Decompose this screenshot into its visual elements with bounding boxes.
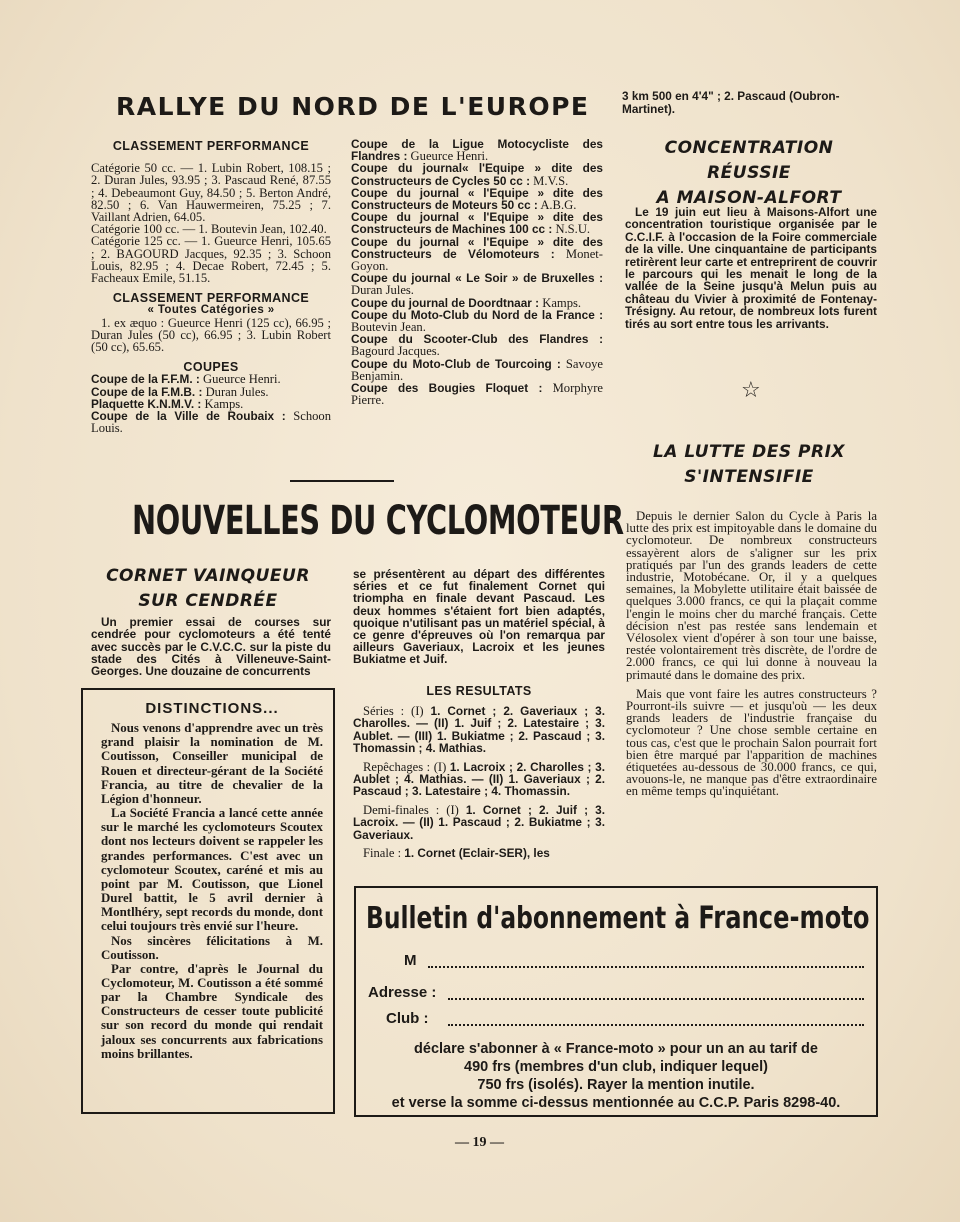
address-input-line[interactable] [448, 998, 864, 1000]
resultats-finale: Finale : 1. Cornet (Eclair-SER), les [363, 846, 550, 861]
resultats-series: Séries : (I) 1. Cornet ; 2. Gaveriaux ; 3. Charolles. — (II) 1. Juif ; 2. Latestaire ; 3. Aublet. — (III) 1. Bukiatme ; 2. Pascaud ; 3. Thomassin ; 4. Mathias. [353, 704, 606, 756]
lutte-des-prix-text: Depuis le dernier Salon du Cycle à Paris la lutte des prix est impitoyable dans le domaine du cyclomoteur. De nombreux constructeurs essayèrent alors de s'aligner sur les prix pratiqués par l'un des grands leaders de cette industrie, Motobécane. Or, il y a quelques semaines, la Mobylette utilitaire était baissée de quelques 3.000 francs, ce qui la plaçait comme l'engin le moins cher du marché français. Cette décision n'est pas restée sans lendemain et Vélosolex vient d'opérer à son tour une baisse, restée volontairement très discrète, de l'ordre de 2.000 francs, ce qui lui donne à nouveau la primauté dans le domaine des prix. Mais que vont faire les autres constructeurs ? Pourront-ils suivre — et jusqu'où — les deux grands leaders de l'industrie française du cyclomoteur ? Une chose semble certaine en tous cas, c'est que le prochain Salon pourrait fort bien être marqué par l'apparition de machines étiquetées au-dessous de 30.000 francs, ce qui, avouons-le, ne manque pas d'être extraordinaire en même temps qu'inquiétant. [626, 509, 877, 799]
coupe-item: Coupe du journal « l'Equipe » dite des Constructeurs de Vélomoteurs : Monet-Goyon. [351, 234, 603, 274]
coupe-item: Coupe de la Ville de Roubaix : Schoon Louis. [91, 409, 332, 436]
coupes-heading: COUPES [183, 360, 239, 375]
resultats-heading: LES RESULTATS [426, 684, 532, 698]
previous-article-continuation: 3 km 500 en 4'4" ; 2. Pascaud (Oubron-Martinet). [622, 89, 840, 116]
name-input-line[interactable] [428, 966, 864, 968]
subscription-form [354, 886, 878, 1117]
concentration-heading: CONCENTRATION RÉUSSIE A MAISON-ALFORT [656, 138, 842, 208]
distinctions-paragraph: La Société Francia a lancé cette année sur le marché les cyclomoteurs Scoutex dont nos lecteurs doivent se rappeler les grandes performances. C'est avec un cyclomoteur Scoutex, caréné et mis au point par M. Coutisson, que Lionel Durel battit, le 5 avril dernier à Montlhéry, sept records du monde, dont celui toujours très envié sur l'heure. [101, 806, 323, 934]
distinctions-heading: DISTINCTIONS... [145, 700, 279, 717]
categorie-125cc: Catégorie 125 cc. — 1. Gueurce Henri, 105.65 ; 2. BAGOURD Jacques, 92.35 ; 3. Schoon Louis, 82.95 ; 4. Decae Robert, 72.45 ; 5. Facheaux Emile, 51.15. [91, 234, 331, 286]
page-number: — 19 — [455, 1135, 504, 1150]
distinctions-paragraph: Par contre, d'après le Journal du Cyclomoteur, M. Coutisson a été sommé par la Chambre Syndicale des Constructeurs de cesser toute publicité sur son record du monde qui rendait jaloux ses concurrents aux fabrications moins brillantes. [101, 961, 323, 1061]
coupe-item: Coupe du journal de Doordtnaar : Kamps. [351, 295, 582, 310]
coupes-left-list [91, 373, 331, 434]
coupe-item: Coupe du Moto-Club du Nord de la France : Boutevin Jean. [351, 307, 603, 335]
coupe-item: Plaquette K.N.M.V. : Kamps. [91, 396, 244, 411]
toutes-categories-subheading: « Toutes Catégories » [147, 304, 275, 317]
coupe-item: Coupe du journal « Le Soir » de Bruxelles : Duran Jules. [351, 271, 603, 298]
cyclomoteur-section-title: NOUVELLES DU CYCLOMOTEUR [132, 498, 624, 544]
coupe-item: Coupe du journal« l'Equipe » dite des Constructeurs de Cycles 50 cc : M.V.S. [351, 161, 603, 188]
section-divider [290, 480, 394, 482]
subscription-terms-line: 750 frs (isolés). Rayer la mention inutile. [477, 1077, 755, 1093]
rallye-left-column [91, 140, 331, 434]
resultats-repechages: Repêchages : (I) 1. Lacroix ; 2. Charolles ; 3. Aublet ; 4. Mathias. — (II) 1. Gaveriaux ; 2. Pascaud ; 3. Latestaire ; 4. Thomassin. [353, 759, 605, 799]
coupe-item: Coupe de la F.F.M. : Gueurce Henri. [91, 372, 281, 387]
coupe-item: Coupe de la F.M.B. : Duran Jules. [91, 384, 269, 399]
subscription-terms-line: et verse la somme ci-dessus mentionnée au C.C.P. Paris 8298-40. [391, 1095, 841, 1111]
cornet-heading: CORNET VAINQUEUR SUR CENDRÉE [106, 566, 310, 611]
toutes-categories-results: 1. ex æquo : Gueurce Henri (125 cc), 66.95 ; Duran Jules (50 cc), 66.95 ; 3. Lubin Robert (50 cc), 65.65. [91, 315, 331, 355]
classement-performance-heading: CLASSEMENT PERFORMANCE [112, 139, 310, 153]
star-ornament-icon: ☆ [741, 378, 761, 403]
field-label-m: M [404, 952, 417, 969]
categorie-100cc: Catégorie 100 cc. — 1. Boutevin Jean, 102.40. [91, 222, 327, 237]
field-label-adresse: Adresse : [368, 984, 437, 1001]
resultats-demi-finales: Demi-finales : (I) 1. Cornet ; 2. Juif ; 3. Lacroix. — (II) 1. Pascaud ; 2. Bukiatme ; 3. Gaveriaux. [353, 802, 605, 842]
coupe-item: Coupe de la Ligue Motocycliste des Flandres : Gueurce Henri. [351, 137, 603, 164]
lutte-des-prix-heading: LA LUTTE DES PRIX S'INTENSIFIE [652, 442, 846, 487]
rallye-title: RALLYE DU NORD DE L'EUROPE [116, 92, 590, 121]
classement-toutes-heading: CLASSEMENT PERFORMANCE [112, 291, 310, 306]
cornet-intro: Un premier essai de courses sur cendrée pour cyclomoteurs a été tenté avec succès par le C.V.C.C. sur la piste du stade des Cités à Villeneuve-Saint-Georges. Une douzaine de concurrents [91, 615, 331, 679]
distinctions-paragraph: Nos sincères félicitations à M. Coutisson. [101, 933, 323, 962]
coupe-item: Coupe du Scooter-Club des Flandres : Bagourd Jacques. [351, 332, 603, 359]
coupe-item: Coupe des Bougies Floquet : Morphyre Pierre. [351, 381, 603, 408]
distinctions-paragraph: Nous venons d'apprendre avec un très grand plaisir la nomination de M. Coutisson, Conseiller municipal de Rouen et directeur-gérant de la Société Francia, au titre de chevalier de la Légion d'honneur. [101, 721, 323, 806]
subscription-terms-line: déclare s'abonner à « France-moto » pour un an au tarif de [414, 1041, 818, 1057]
club-input-line[interactable] [448, 1024, 864, 1026]
coupe-item: Coupe du journal « l'Equipe » dite des Constructeurs de Moteurs 50 cc : A.B.G. [351, 185, 603, 213]
subscription-terms-line: 490 frs (membres d'un club, indiquer lequel) [464, 1059, 768, 1075]
coupe-item: Coupe du journal « l'Equipe » dite des Constructeurs de Machines 100 cc : N.S.U. [351, 210, 603, 237]
concentration-text: Le 19 juin eut lieu à Maisons-Alfort une concentration touristique organisée par le C.C.I.F. à l'occasion de la Foire commerciale de la ville. Une cinquantaine de participants retirèrent leur carte et entreprirent de couvrir le parcours qui les menait le long de la vallée de la Seine jusqu'à Melun puis au château du Vivier à proximité de Fontenay-Trésigny. Au retour, de nombreux lots furent tirés au sort entre tous les arrivants. [625, 205, 877, 331]
distinctions-box [81, 688, 335, 1114]
cornet-continuation: se présentèrent au départ des différentes séries et ce fut finalement Cornet qui triompha en finale devant Pascaud. Les deux hommes s'étaient fort bien adaptés, quoique n'utilisant pas un matériel spécial, à ce genre d'épreuves où l'on remarqua par ailleurs Gaveriaux, Lacroix et les jeunes Bukiatme et Juif. [353, 567, 605, 667]
subscription-form-title: Bulletin d'abonnement à France-moto [366, 900, 870, 936]
rallye-middle-column [351, 138, 603, 406]
resultats-list [353, 705, 605, 859]
field-label-club: Club : [386, 1010, 429, 1027]
coupe-item: Coupe du Moto-Club de Tourcoing : Savoye Benjamin. [351, 356, 603, 383]
categorie-50cc: Catégorie 50 cc. — 1. Lubin Robert, 108.15 ; 2. Duran Jules, 93.95 ; 3. Pascaud René, 87.55 ; 4. Debeaumont Guy, 84.50 ; 5. Berton André, 82.50 ; 6. Van Hauwermeiren, 75.25 ; 7. Vaillant Adrien, 64.05. [91, 161, 331, 225]
